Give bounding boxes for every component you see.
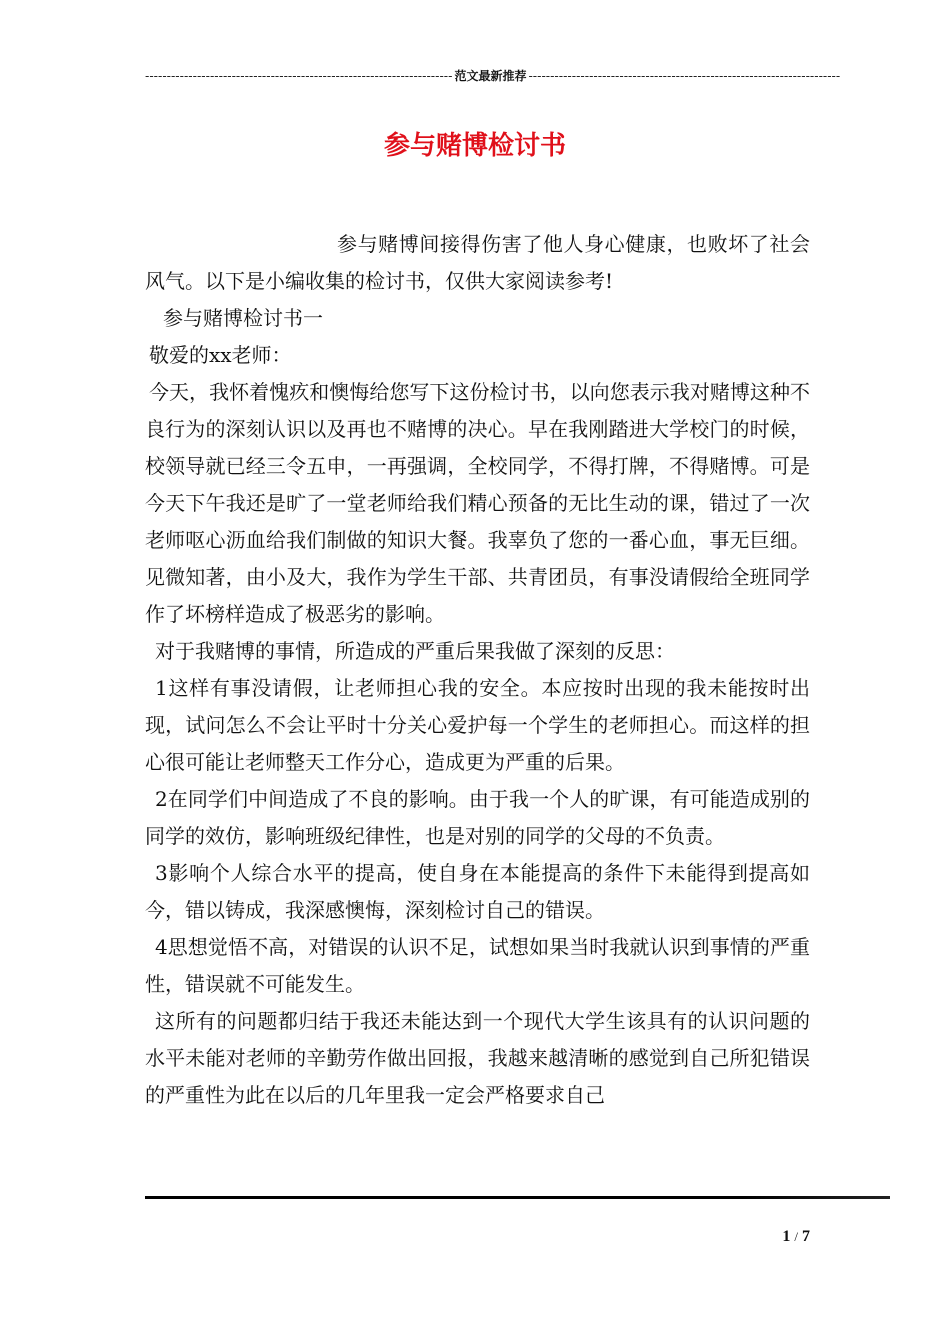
header-rule-left: ----------------------------------------------------------------------- bbox=[145, 69, 453, 83]
list-item: 2在同学们中间造成了不良的影响。由于我一个人的旷课，有可能造成别的同学的效仿，影响班级纪律性，也是对别的同学的父母的不负责。 bbox=[145, 787, 810, 848]
body-paragraph: 这所有的问题都归结于我还未能达到一个现代大学生该具有的认识问题的水平未能对老师的辛勤劳作做出回报，我越来越清晰的感觉到自己所犯错误的严重性为此在以后的几年里我一定会严格要求自己 bbox=[145, 1009, 810, 1107]
list-item: 1这样有事没请假，让老师担心我的安全。本应按时出现的我未能按时出现，试问怎么不会让平时十分关心爱护每一个学生的老师担心。而这样的担心很可能让老师整天工作分心，造成更为严重的后果。 bbox=[145, 676, 810, 774]
page-header bbox=[145, 68, 841, 84]
section-heading: 参与赌博检讨书一 bbox=[163, 306, 323, 330]
document-title: 参与赌博检讨书 bbox=[383, 131, 566, 161]
page-total: 7 bbox=[802, 1228, 810, 1245]
body-paragraph: 今天，我怀着愧疚和懊悔给您写下这份检讨书，以向您表示我对赌博这种不良行为的深刻认识以及再也不赌博的决心。早在我刚踏进大学校门的时候，校领导就已经三令五申，一再强调，全校同学，不得打牌，不得赌博。可是今天下午我还是旷了一堂老师给我们精心预备的无比生动的课，错过了一次老师呕心沥血给我们制做的知识大餐。我辜负了您的一番心血，事无巨细。见微知著，由小及大，我作为学生干部、共青团员，有事没请假给全班同学作了坏榜样造成了极恶劣的影响。 bbox=[145, 380, 810, 626]
salutation: 敬爱的xx老师： bbox=[149, 343, 292, 367]
document-body bbox=[145, 226, 810, 1114]
page-separator: / bbox=[794, 1229, 798, 1244]
body-paragraph: 对于我赌博的事情，所造成的严重后果我做了深刻的反思： bbox=[155, 639, 675, 663]
footer-rule bbox=[145, 1196, 890, 1199]
header-rule-right: ------------------------------------------------------------------------ bbox=[528, 69, 841, 83]
list-item: 4思想觉悟不高，对错误的认识不足，试想如果当时我就认识到事情的严重性，错误就不可能发生。 bbox=[145, 935, 810, 996]
list-item: 3影响个人综合水平的提高，使自身在本能提高的条件下未能得到提高如今，错以铸成，我深感懊悔，深刻检讨自己的错误。 bbox=[145, 861, 810, 922]
intro-paragraph: 参与赌博间接得伤害了他人身心健康，也败坏了社会风气。以下是小编收集的检讨书，仅供大家阅读参考! bbox=[145, 232, 810, 293]
page-number bbox=[760, 1228, 810, 1246]
page-current: 1 bbox=[782, 1228, 791, 1245]
header-label: 范文最新推荐 bbox=[454, 69, 527, 83]
